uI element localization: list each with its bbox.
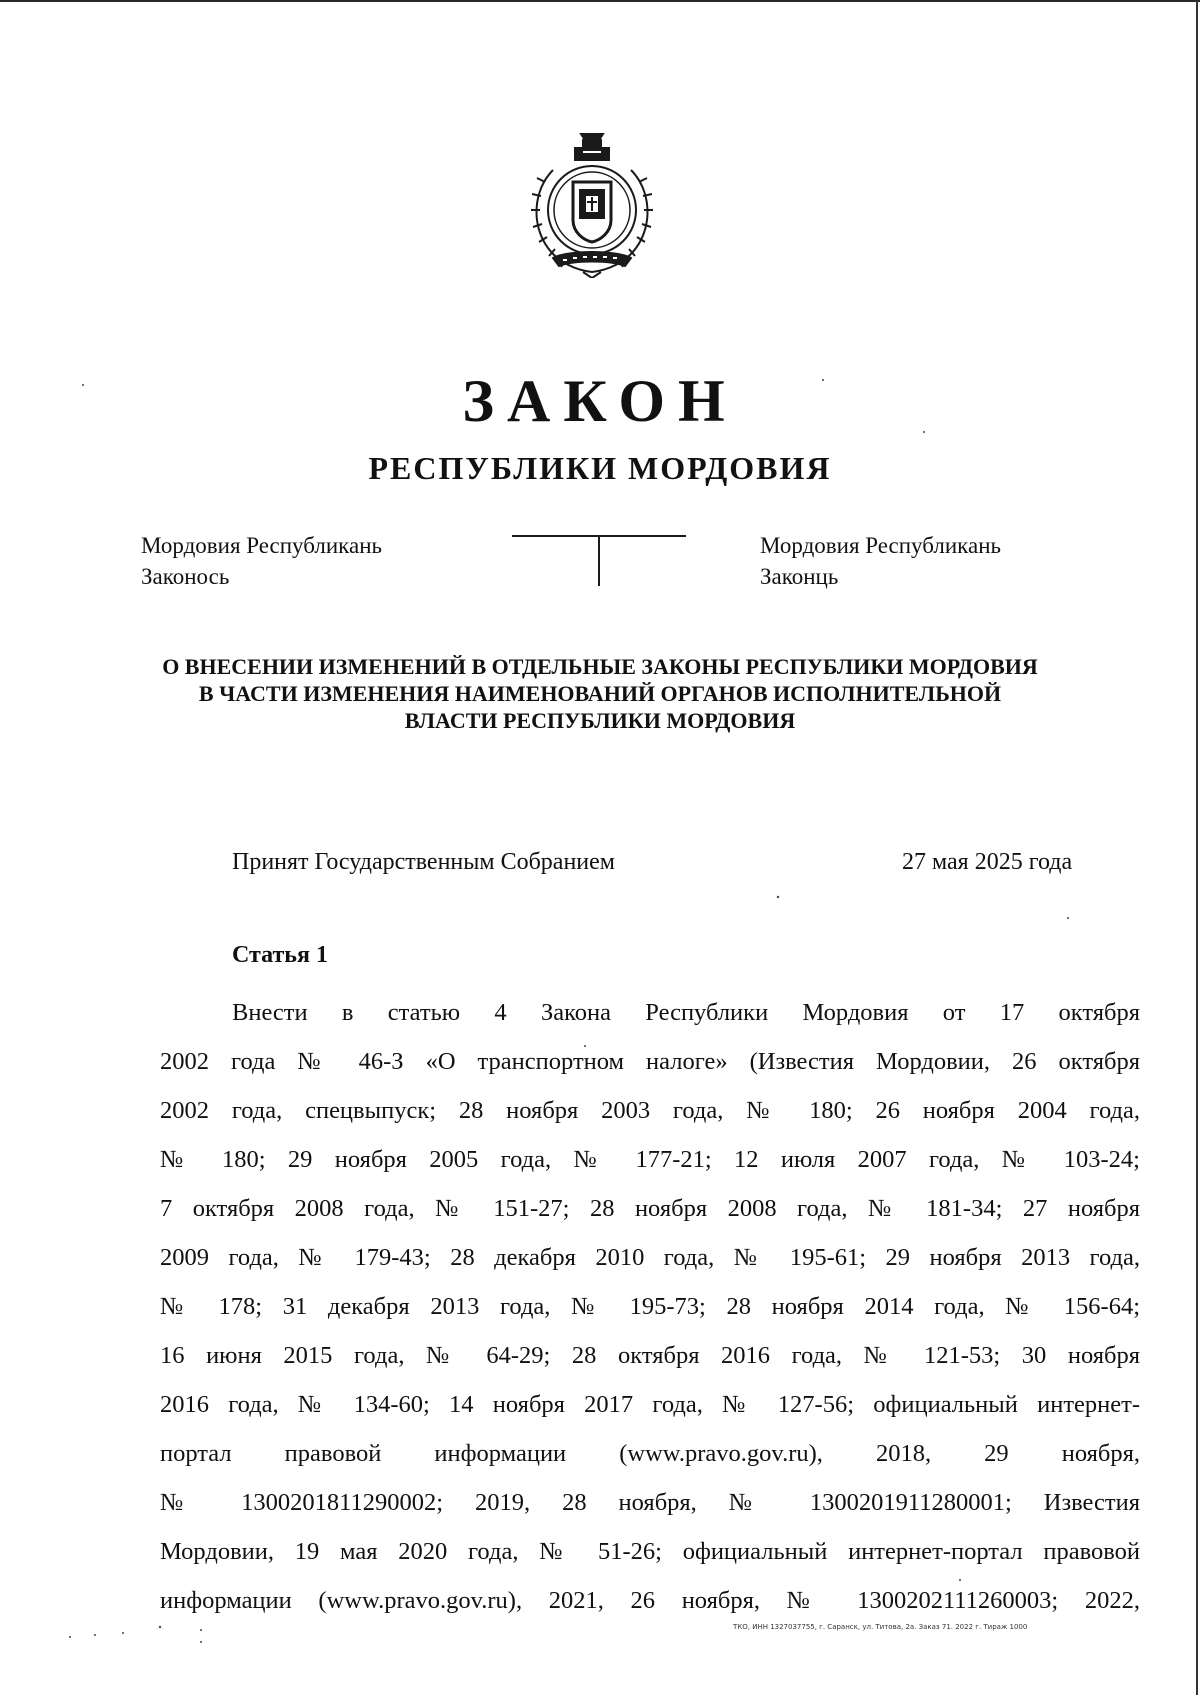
page-right-border: [1196, 0, 1198, 1695]
article-1-line: № 178; 31 декабря 2013 года, № 195-73; 28 ноября 2014 года, № 156-64;: [160, 1293, 1140, 1320]
article-1-line: 16 июня 2015 года, № 64-29; 28 октября 2016 года, № 121-53; 30 ноября: [160, 1342, 1140, 1369]
adoption-label: Принят Государственным Собранием: [232, 849, 615, 875]
article-1-body: [160, 988, 1140, 1625]
page-top-border: [0, 0, 1200, 2]
document-subtitle: РЕСПУБЛИКИ МОРДОВИЯ: [368, 450, 832, 486]
article-1-line: Мордовии, 19 мая 2020 года, № 51-26; официальный интернет-портал правовой: [160, 1538, 1140, 1565]
article-1-line: 2009 года, № 179-43; 28 декабря 2010 года, № 195-61; 29 ноября 2013 года,: [160, 1244, 1140, 1271]
article-1-line: 7 октября 2008 года, № 151-27; 28 ноября 2008 года, № 181-34; 27 ноября: [160, 1195, 1140, 1222]
article-1-line: Внести в статью 4 Закона Республики Мордовия от 17 октября: [232, 999, 1140, 1026]
article-1-line: 2016 года, № 134-60; 14 ноября 2017 года, № 127-56; официальный интернет-: [160, 1391, 1140, 1418]
moksha-header: [141, 530, 382, 592]
moksha-header-line-2: Законось: [141, 564, 230, 589]
article-1-line: 2002 года, спецвыпуск; 28 ноября 2003 года, № 180; 26 ноября 2004 года,: [160, 1097, 1140, 1124]
moksha-header-line-1: Мордовия Республикань: [141, 533, 383, 558]
erzya-header: [760, 530, 1001, 592]
article-1-line: 2002 года № 46-З «О транспортном налоге» (Известия Мордовии, 26 октября: [160, 1048, 1140, 1075]
law-title-line-3: ВЛАСТИ РЕСПУБЛИКИ МОРДОВИЯ: [404, 708, 796, 733]
article-1-line: информации (www.pravo.gov.ru), 2021, 26 ноября, № 1300202111260003; 2022,: [160, 1587, 1140, 1614]
adoption-date: 27 мая 2025 года: [902, 849, 1073, 875]
header-divider-mark: [512, 535, 686, 587]
erzya-header-line-2: Законць: [760, 564, 839, 589]
printer-imprint: ТКО, ИНН 1327037755, г. Саранск, ул. Титова, 2а. Заказ 71. 2022 г. Тираж 1000: [733, 1623, 1028, 1631]
document-title: ЗАКОН: [462, 368, 738, 434]
coat-of-arms-emblem: [523, 130, 661, 278]
article-1-line: № 1300201811290002; 2019, 28 ноября, № 1300201911280001; Известия: [160, 1489, 1140, 1516]
article-1-line: № 180; 29 ноября 2005 года, № 177-21; 12 июля 2007 года, № 103-24;: [160, 1146, 1140, 1173]
article-1-line: портал правовой информации (www.pravo.gov.ru), 2018, 29 ноября,: [160, 1440, 1140, 1467]
law-title: [100, 653, 1100, 734]
erzya-header-line-1: Мордовия Республикань: [760, 533, 1002, 558]
law-title-line-1: О ВНЕСЕНИИ ИЗМЕНЕНИЙ В ОТДЕЛЬНЫЕ ЗАКОНЫ РЕСПУБЛИКИ МОРДОВИЯ: [162, 654, 1038, 679]
law-title-line-2: В ЧАСТИ ИЗМЕНЕНИЯ НАИМЕНОВАНИЙ ОРГАНОВ ИСПОЛНИТЕЛЬНОЙ: [198, 681, 1002, 706]
article-1-title: Статья 1: [232, 942, 328, 968]
